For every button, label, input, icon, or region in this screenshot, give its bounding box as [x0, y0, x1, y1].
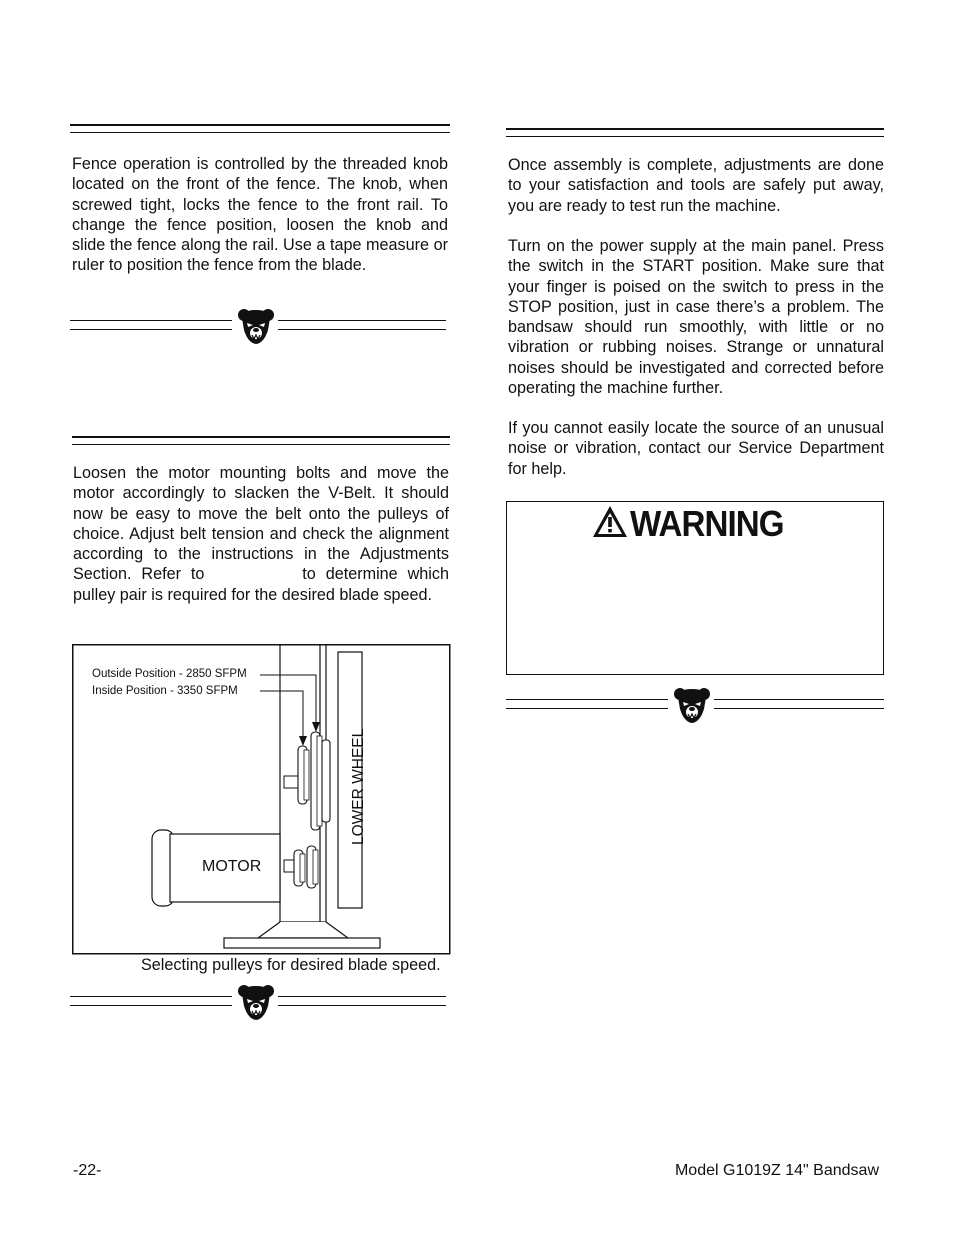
- test-run-paragraph-1: Once assembly is complete, adjustments are done to your satisfaction and tools are safely put away, you are ready to test run the machine.: [508, 156, 884, 215]
- bear-head-icon: [672, 685, 712, 725]
- fence-operation-paragraph: Fence operation is controlled by the threaded knob located on the front of the fence. The knob, when screwed tight, locks the fence to the front rail. To change the fence position, loosen the knob and slide the fence along the rail. Use a tape measure or ruler to position the fence from the blade.: [72, 155, 448, 275]
- bear-head-icon: [236, 306, 276, 346]
- section-header-rule: [72, 436, 450, 438]
- v-belt-paragraph-text-b: to determine which pulley pair is required for the desired blade speed.: [73, 565, 449, 604]
- test-run-paragraph-3: If you cannot easily locate the source of an unusual noise or vibration, contact our Service Department for help.: [508, 419, 884, 478]
- section-header-rule: [70, 132, 450, 133]
- section-header-rule: [72, 444, 450, 445]
- page-number: -22-: [73, 1162, 102, 1179]
- figure-caption: Selecting pulleys for desired blade speed.: [141, 956, 441, 974]
- warning-triangle-icon: [591, 504, 629, 540]
- figure-label-outside-position: Outside Position - 2850 SFPM: [92, 668, 247, 680]
- v-belt-paragraph-text-a: Loosen the motor mounting bolts and move the motor accordingly to slacken the V-Belt. It should now be easy to move the belt onto the pulleys of choice. Adjust belt tension and check the alignment according to the instructions in the Adjustments Section. Refer to: [73, 464, 449, 584]
- v-belt-paragraph: [73, 463, 449, 605]
- section-header-rule: [506, 136, 884, 137]
- figure-label-lower-wheel: LOWER WHEEL: [350, 728, 367, 845]
- warning-title: WARNING: [630, 503, 784, 544]
- bear-head-icon: [236, 982, 276, 1022]
- model-name: Model G1019Z 14" Bandsaw: [674, 1162, 879, 1179]
- test-run-paragraph-2: Turn on the power supply at the main panel. Press the switch in the START position. Make sure that your finger is poised on the switch to press in the STOP position, just in case there’s a problem. The bandsaw should run smoothly, with little or no vibration or rubbing noises. Strange or unnatural noises should be investigated and corrected before operating the machine further.: [508, 237, 884, 398]
- figure-label-motor: MOTOR: [202, 858, 262, 875]
- figure-label-inside-position: Inside Position - 3350 SFPM: [92, 685, 238, 697]
- section-header-rule: [70, 124, 450, 126]
- section-header-rule: [506, 128, 884, 130]
